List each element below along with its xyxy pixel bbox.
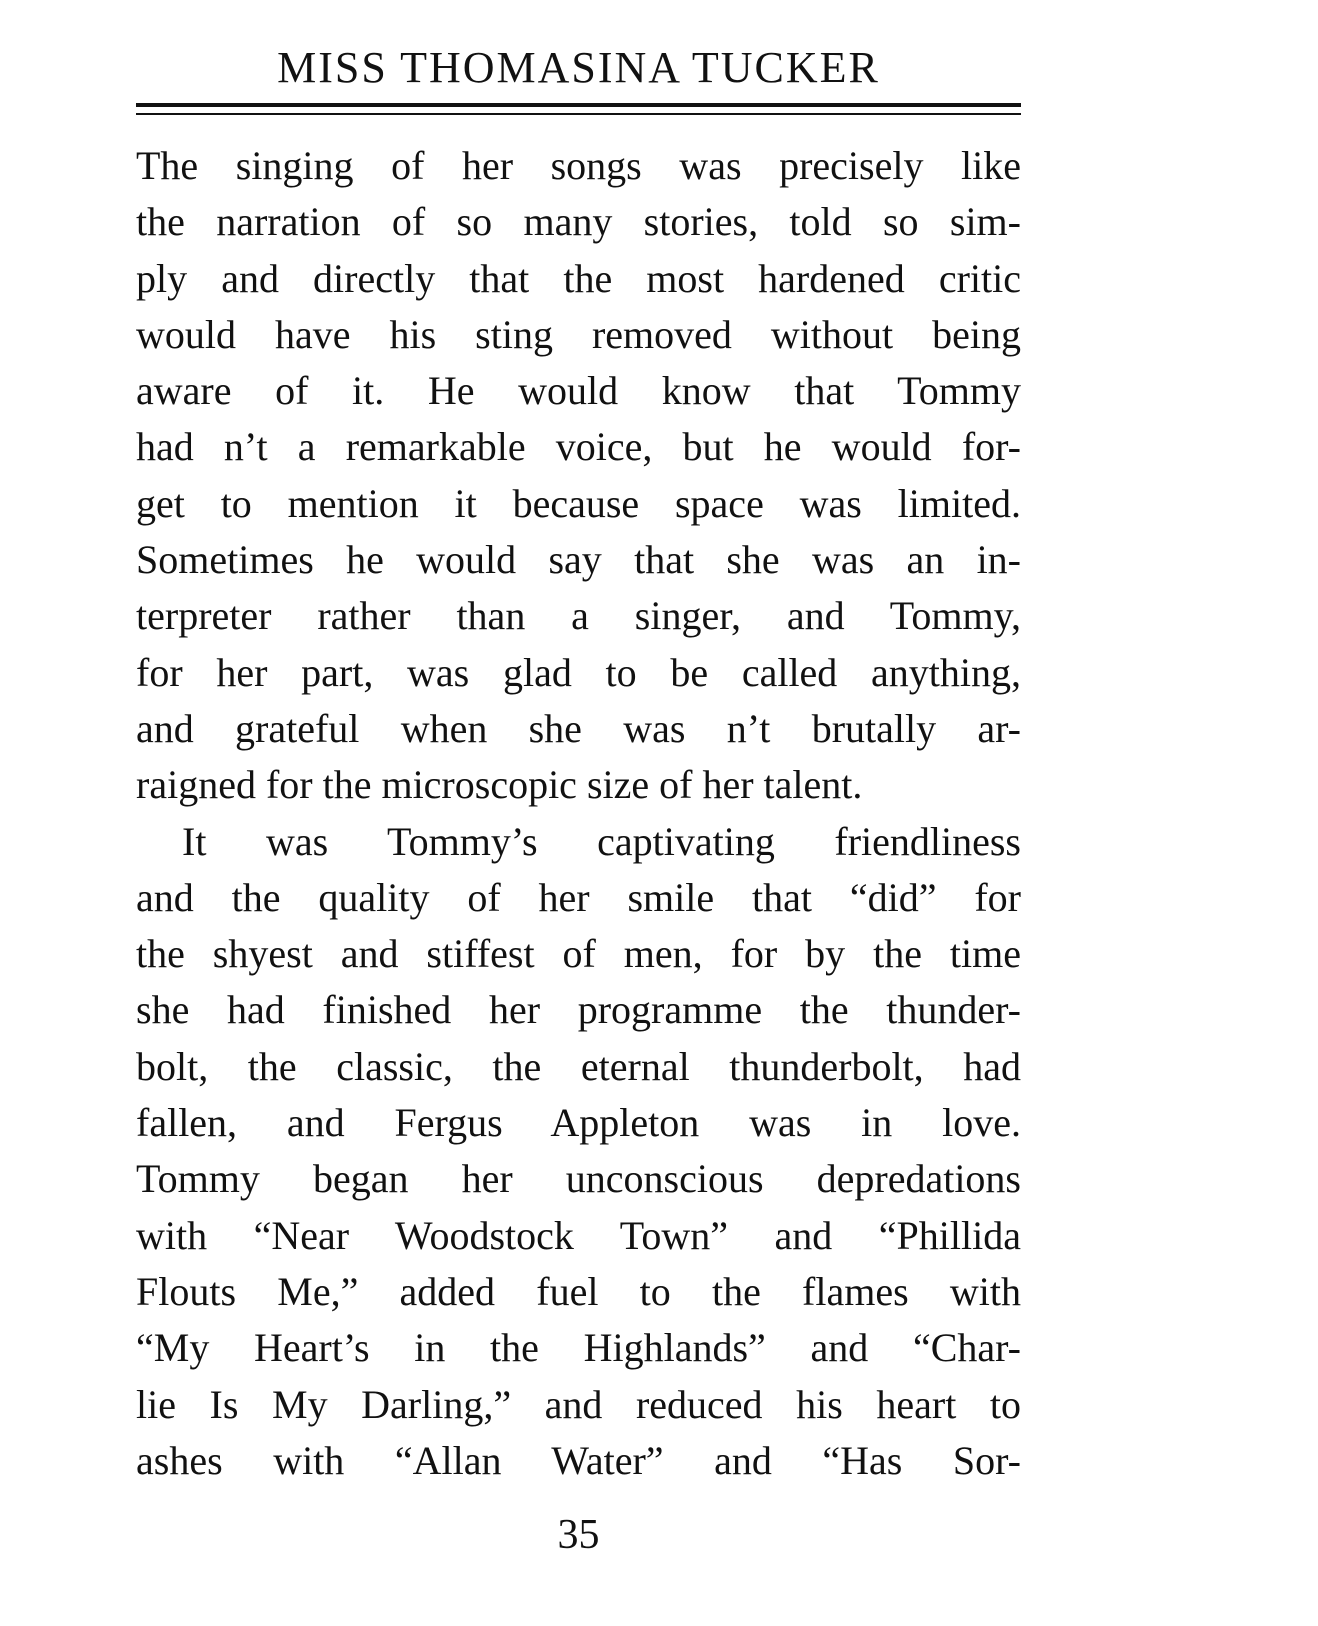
header-rule-thick — [136, 103, 1021, 107]
text-line: and the quality of her smile that “did” for — [136, 874, 1021, 920]
text-line: the shyest and stiffest of men, for by the time — [136, 931, 1021, 977]
text-line: she had finished her programme the thunder- — [136, 987, 1021, 1033]
text-line: ashes with “Allan Water” and “Has Sor- — [136, 1437, 1021, 1483]
text-line: get to mention it because space was limited. — [136, 480, 1021, 526]
text-line: lie Is My Darling,” and reduced his heart to — [136, 1381, 1021, 1427]
text-line: The singing of her songs was precisely like — [136, 143, 1021, 188]
text-line: Tommy began her unconscious depredations — [136, 1156, 1021, 1202]
text-line: It was Tommy’s captivating friendliness — [182, 818, 1021, 864]
text-line: had n’t a remarkable voice, but he would for- — [136, 424, 1021, 470]
header-rule-thin — [136, 113, 1021, 115]
text-line: raigned for the microscopic size of her talent. — [136, 762, 863, 808]
text-line: for her part, was glad to be called anything, — [136, 649, 1021, 695]
text-line: with “Near Woodstock Town” and “Phillida — [136, 1212, 1021, 1258]
text-line: aware of it. He would know that Tommy — [136, 368, 1021, 414]
text-line: terpreter rather than a singer, and Tommy, — [136, 593, 1021, 639]
text-line: “My Heart’s in the Highlands” and “Char- — [136, 1325, 1021, 1371]
text-line: would have his sting removed without being — [136, 311, 1021, 357]
text-line: the narration of so many stories, told so sim- — [136, 199, 1021, 245]
text-line: Flouts Me,” added fuel to the flames with — [136, 1268, 1021, 1314]
text-line: ply and directly that the most hardened critic — [136, 255, 1021, 301]
text-line: and grateful when she was n’t brutally ar- — [136, 705, 1021, 751]
body-text — [136, 138, 1021, 1489]
text-line: fallen, and Fergus Appleton was in love. — [136, 1100, 1021, 1146]
text-line: Sometimes he would say that she was an in- — [136, 537, 1021, 583]
page-number: 35 — [557, 1512, 600, 1558]
text-line: bolt, the classic, the eternal thunderbolt, had — [136, 1043, 1021, 1089]
running-title: MISS THOMASINA TUCKER — [277, 43, 880, 92]
